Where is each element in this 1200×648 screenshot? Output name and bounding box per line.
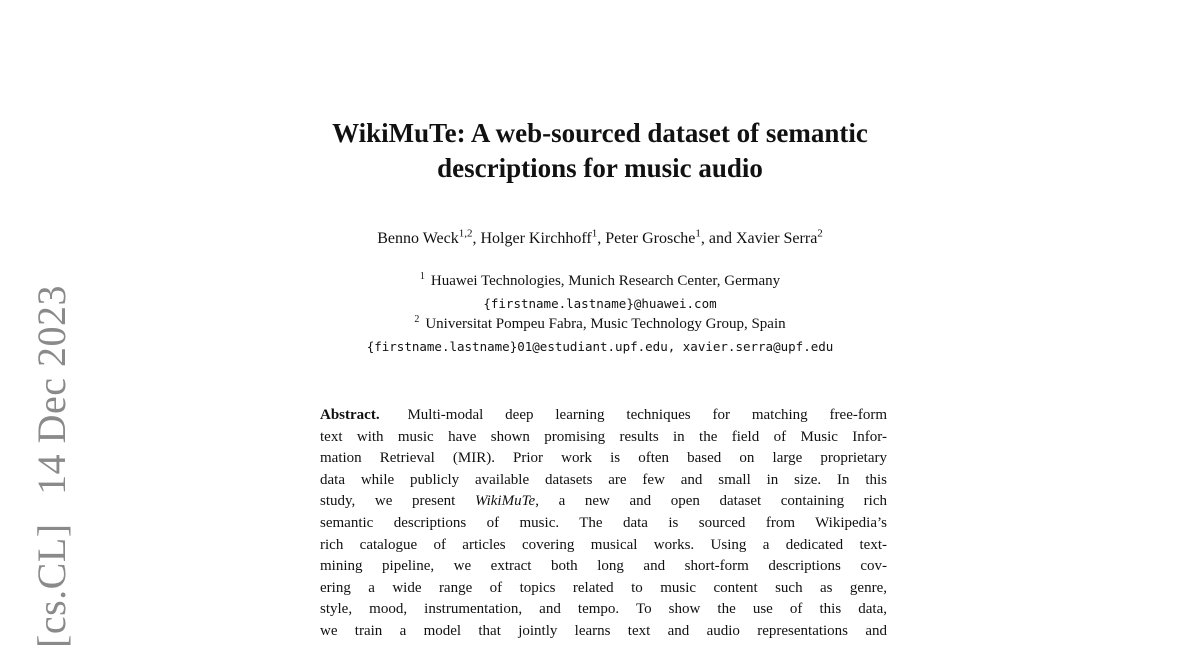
- abstract: [320, 405, 887, 643]
- affiliation-block: [200, 271, 1000, 357]
- affiliation-number: 1: [419, 271, 425, 282]
- title-line-1: WikiMuTe: A web-sourced dataset of semantic: [332, 118, 868, 148]
- author-name: Holger Kirchhoff: [480, 230, 592, 247]
- arxiv-category: [cs.CL]: [29, 523, 74, 648]
- affiliation-1-email: {firstname.lastname}@huawei.com: [483, 295, 717, 311]
- arxiv-date: 14 Dec 2023: [29, 285, 74, 495]
- affiliation-1: [200, 271, 1000, 293]
- abstract-line: we train a model that jointly learns text and audio representations and: [320, 622, 887, 639]
- abstract-line: semantic descriptions of music. The data is sourced from Wikipedia’s: [320, 514, 887, 531]
- author-affil-mark: 2: [817, 227, 823, 240]
- title-line-2: descriptions for music audio: [437, 153, 763, 183]
- author-separator: ,: [472, 230, 481, 247]
- abstract-line: style, mood, instrumentation, and tempo. To show the use of this data,: [320, 601, 887, 618]
- dataset-name: WikiMuTe: [474, 493, 536, 510]
- affiliation-number: 2: [414, 314, 420, 325]
- affiliation-2: [200, 314, 1000, 336]
- arxiv-sidebar-stamp: [28, 285, 75, 648]
- author-name: Xavier Serra: [736, 230, 818, 247]
- author-separator: , and: [700, 230, 736, 247]
- author-name: Peter Grosche: [605, 230, 696, 247]
- author-affil-mark: 1,2: [458, 227, 473, 240]
- abstract-line: data while publicly available datasets are few and small in size. In this: [320, 471, 887, 488]
- author-separator: ,: [597, 230, 606, 247]
- author-name: Benno Weck: [377, 230, 459, 247]
- abstract-line: ering a wide range of topics related to music content such as genre,: [320, 579, 887, 596]
- affiliation-text: Huawei Technologies, Munich Research Center, Germany: [430, 273, 781, 289]
- abstract-line: mation Retrieval (MIR). Prior work is often based on large proprietary: [320, 450, 887, 467]
- abstract-label: Abstract.: [320, 407, 380, 423]
- author-affil-mark: 1: [591, 227, 598, 240]
- author-affil-mark: 1: [695, 227, 701, 240]
- paper-title: [200, 116, 1000, 186]
- abstract-line: study, we present WikiMuTe, a new and open dataset containing rich: [320, 493, 887, 510]
- abstract-line: rich catalogue of articles covering musical works. Using a dedicated text-: [320, 536, 887, 553]
- abstract-line: mining pipeline, we extract both long and short-form descriptions cov-: [320, 558, 887, 575]
- affiliation-text: Universitat Pompeu Fabra, Music Technology Group, Spain: [425, 316, 786, 332]
- affiliation-2-email: {firstname.lastname}01@estudiant.upf.edu, xavier.serra@upf.edu: [366, 338, 834, 354]
- abstract-line: text with music have shown promising results in the field of Music Infor-: [320, 428, 887, 445]
- author-list: [200, 229, 1000, 249]
- abstract-line: Abstract. Multi-modal deep learning techniques for matching free-form: [320, 407, 887, 423]
